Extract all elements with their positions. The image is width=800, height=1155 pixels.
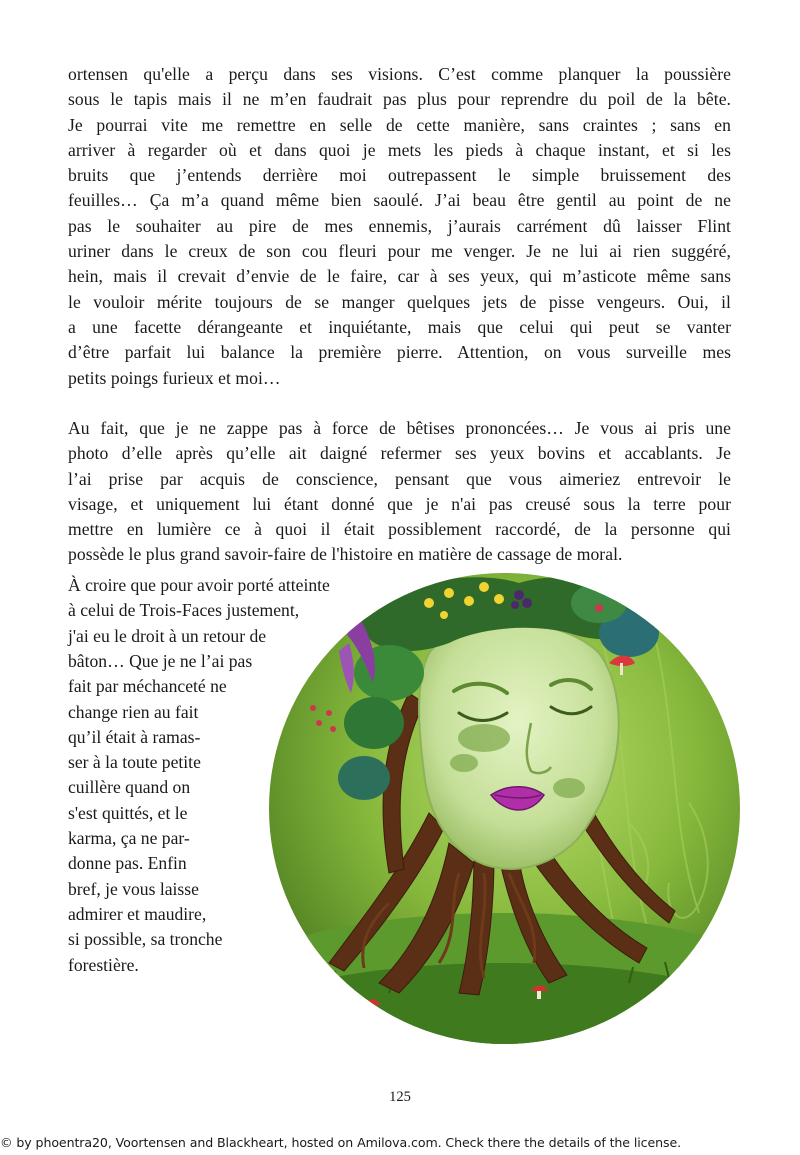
text-line: À croire que pour avoir porté atteinte [68,575,330,595]
license-footer[interactable]: © by phoentra20, Voortensen and Blackheart, hosted on Amilova.com. Check there the details of the license. [0,1135,682,1150]
text-line: si possible, sa tronche [68,929,223,950]
text-line: pas le souhaiter au pire de mes ennemis, j’aurais carrément dû laisser Flint [68,215,731,236]
page-number: 125 [389,1089,411,1105]
text-line: Je pourrai vite me remettre en selle de cette manière, sans craintes ; sans en [68,114,731,135]
text-line: karma, ça ne par- [68,828,190,848]
text-line: ser à la toute petite [68,752,201,773]
forest-face-illustration [269,573,740,1044]
text-line: cuillère quand on [68,777,191,798]
text-line: photo d’elle après qu’elle ait daigné refermer ses yeux bovins et accablants. Je [68,443,731,464]
text-line: bruits que j’entends derrière moi outrepassent le simple bruissement des [68,165,731,186]
text-line: feuilles… Ça m’a quand même bien saoulé. J’ai beau être gentil au point de ne [68,190,731,211]
text-line: s'est quittés, et le [68,802,188,823]
text-line: possède le plus grand savoir-faire de l'histoire en matière de cassage de moral. [68,544,623,565]
text-line: d’être parfait lui balance la première pierre. Attention, on vous surveille mes [68,342,731,363]
text-line: petits poings furieux et moi… [68,367,281,388]
text-line: a une facette dérangeante et inquiétante, mais que celui qui peut se vanter [68,316,731,337]
text-line: visage, et uniquement lui étant donné que je n'ai pas creusé sous la terre pour [68,493,731,514]
text-line: ortensen qu'elle a perçu dans ses visions. C’est comme planquer la poussière [68,64,731,84]
text-line: bref, je vous laisse [68,878,199,899]
text-line: qu’il était à ramas- [68,726,201,747]
text-line: hein, mais il crevait d’envie de le faire, car à ses yeux, qui m’asticote même sans [68,266,731,287]
text-line: fait par méchanceté ne [68,676,227,697]
text-line: arriver à regarder où et dans quoi je mets les pieds à chaque instant, et si les [68,139,731,160]
text-line: admirer et maudire, [68,903,207,924]
text-line: bâton… Que je ne l’ai pas [68,650,253,671]
text-line: à celui de Trois-Faces justement, [68,600,300,621]
paragraph-1 [68,62,731,391]
text-line: mettre en lumière ce à quoi il était possiblement raccordé, de la personne qui [68,519,731,540]
text-line: donne pas. Enfin [68,853,187,874]
text-line: uriner dans le creux de son cou fleuri pour me venger. Je ne lui ai rien suggéré, [68,241,731,262]
text-line: j'ai eu le droit à un retour de [68,625,267,646]
text-line: Au fait, que je ne zappe pas à force de bêtises prononcées… Je vous ai pris une [68,418,731,438]
text-line: l’ai prise par acquis de conscience, pensant que vous aimeriez entrevoir le [68,468,731,489]
text-line: le vouloir mérite toujours de se manger quelques jets de pisse vengeurs. Oui, il [68,291,731,312]
text-line: forestière. [68,954,139,975]
text-line: change rien au fait [68,701,199,722]
text-line: sous le tapis mais il ne m’en faudrait pas plus pour reprendre du poil de la bête. [68,89,731,110]
paragraph-2 [68,416,731,568]
